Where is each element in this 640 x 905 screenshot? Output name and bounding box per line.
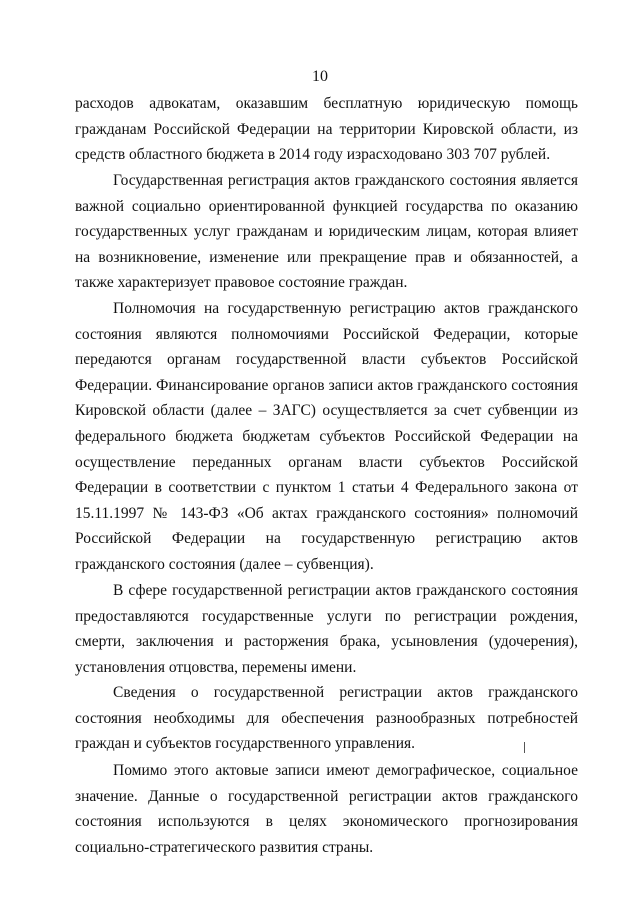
scan-mark — [524, 742, 525, 753]
paragraph-legal-aid-expenses: расходов адвокатам, оказавшим бесплатную юридическую помощь гражданам Российской Федерации на территории Кировской области, из средств областного бюджета в 2014 году израсходовано 303 707 рублей. — [75, 95, 578, 164]
paragraph-registration-information: Сведения о государственной регистрации актов гражданского состояния необходимы для обеспечения разнообразных потребностей граждан и субъектов государственного управления. — [75, 684, 578, 753]
paragraph-state-services: В сфере государственной регистрации актов гражданского состояния предоставляются государственные услуги по регистрации рождения, смерти, заключения и расторжения брака, усыновления (удочерения), установления отцовства, перемены имени. — [75, 582, 578, 676]
paragraph-civil-registration-function: Государственная регистрация актов гражданского состояния является важной социально ориентированной функцией государства по оказанию государственных услуг гражданам и юридическим лицам, которая влияет на возникновение, изменение или прекращение прав и обязанностей, а также характеризует правовое состояние граждан. — [75, 172, 578, 292]
page-number: 10 — [312, 68, 328, 85]
paragraph-demographic-significance: Помимо этого актовые записи имеют демографическое, социальное значение. Данные о государственной регистрации актов гражданского состояния используются в целях экономического прогнозирования социально-стратегического развития страны. — [75, 762, 578, 856]
paragraph-registration-powers-funding: Полномочия на государственную регистрацию актов гражданского состояния являются полномочиями Российской Федерации, которые передаются органам государственной власти субъектов Российской Федерации. Финансирование органов записи актов гражданского состояния Кировской области (далее – ЗАГС) осуществляется за счет субвенции из федерального бюджета бюджетам субъектов Российской Федерации на осуществление переданных органам власти субъектов Российской Федерации в соответствии с пунктом 1 статьи 4 Федерального закона от 15.11.1997 № 143-ФЗ «Об актах гражданского состояния» полномочий Российской Федерации на государственную регистрацию актов гражданского состояния (далее – субвенция). — [75, 300, 578, 573]
